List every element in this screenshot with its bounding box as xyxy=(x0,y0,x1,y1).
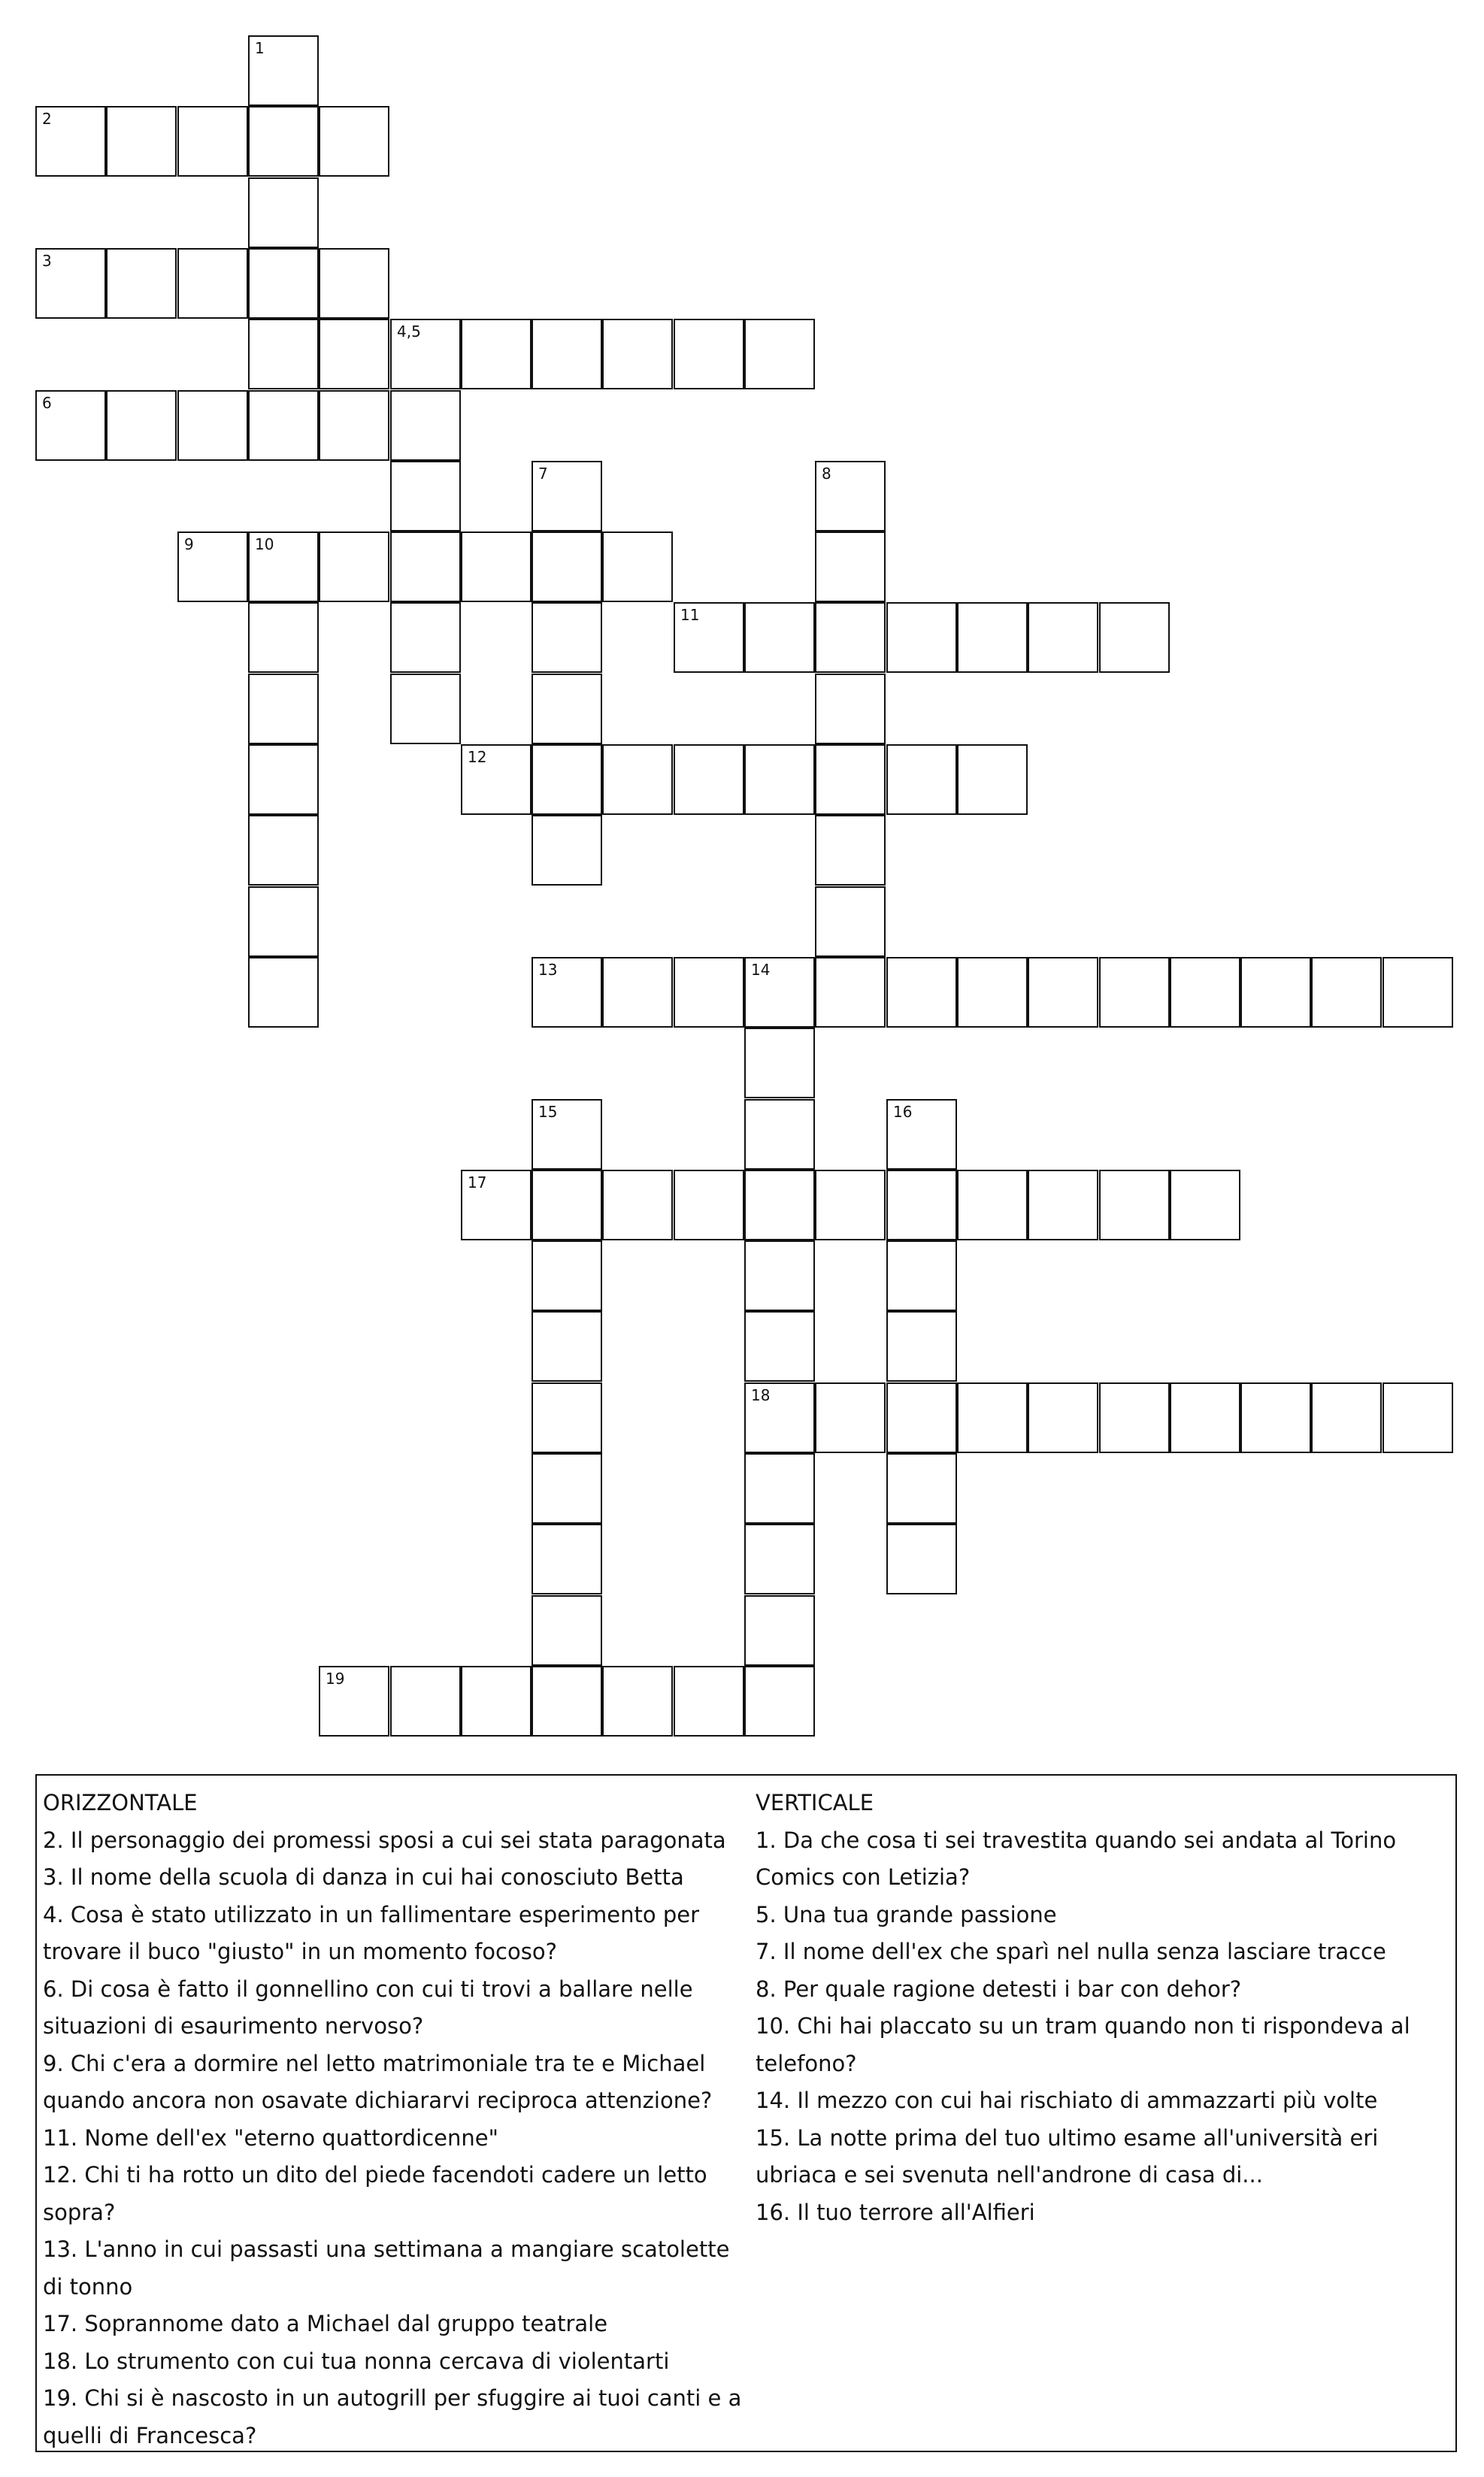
grid-cell[interactable] xyxy=(886,1382,957,1453)
grid-cell[interactable] xyxy=(461,1666,532,1737)
grid-cell[interactable] xyxy=(532,1240,602,1311)
grid-cell[interactable] xyxy=(886,1240,957,1311)
clue-number: 1 xyxy=(255,39,265,57)
grid-cell[interactable] xyxy=(1099,1382,1170,1453)
grid-cell[interactable] xyxy=(390,390,461,461)
grid-cell[interactable] xyxy=(1099,602,1170,673)
grid-cell[interactable] xyxy=(744,1382,815,1453)
grid-cell[interactable] xyxy=(106,106,177,177)
across-clue: 17. Soprannome dato a Michael dal gruppo teatrale xyxy=(43,2311,608,2336)
grid-cell[interactable] xyxy=(744,1099,815,1170)
clue-number: 10 xyxy=(255,535,274,553)
grid-cell[interactable] xyxy=(319,390,389,461)
across-clue: 2. Il personaggio dei promessi sposi a cui sei stata paragonata xyxy=(43,1827,726,1853)
grid-cell[interactable] xyxy=(744,1311,815,1382)
clue-number: 11 xyxy=(680,606,700,624)
clue-number: 8 xyxy=(822,465,831,483)
grid-cell[interactable] xyxy=(319,106,389,177)
grid-cell[interactable] xyxy=(674,319,744,389)
grid-cell[interactable] xyxy=(1311,1382,1382,1453)
grid-cell[interactable] xyxy=(461,319,532,389)
across-clue: 19. Chi si è nascosto in un autogrill per sfuggire ai tuoi canti e a quelli di Francesca? xyxy=(43,2385,742,2448)
grid-cell[interactable] xyxy=(390,674,461,744)
grid-cell[interactable] xyxy=(957,957,1028,1028)
across-clues xyxy=(43,1785,750,2454)
grid-cell[interactable] xyxy=(1028,602,1098,673)
grid-cell[interactable] xyxy=(248,744,319,815)
grid-cell[interactable] xyxy=(744,1524,815,1594)
grid-cell[interactable] xyxy=(532,1382,602,1453)
down-clue: 8. Per quale ragione detesti i bar con dehor? xyxy=(756,1976,1242,2002)
grid-cell[interactable] xyxy=(177,531,248,602)
clues-box xyxy=(35,1774,1457,2452)
grid-cell[interactable] xyxy=(1383,1382,1453,1453)
grid-cell[interactable] xyxy=(815,815,886,886)
grid-cell[interactable] xyxy=(744,319,815,389)
grid-cell[interactable] xyxy=(674,602,744,673)
grid-cell[interactable] xyxy=(815,957,886,1028)
grid-cell[interactable] xyxy=(957,1382,1028,1453)
clue-number: 19 xyxy=(326,1670,345,1688)
grid-cell[interactable] xyxy=(532,531,602,602)
grid-cell[interactable] xyxy=(319,319,389,389)
grid-cell[interactable] xyxy=(532,1453,602,1524)
down-clue: 7. Il nome dell'ex che sparì nel nulla senza lasciare tracce xyxy=(756,1939,1386,1964)
grid-cell[interactable] xyxy=(602,744,673,815)
grid-cell[interactable] xyxy=(886,1524,957,1594)
grid-cell[interactable] xyxy=(886,1453,957,1524)
grid-cell[interactable] xyxy=(532,1170,602,1240)
grid-cell[interactable] xyxy=(248,674,319,744)
grid-cell[interactable] xyxy=(461,744,532,815)
grid-cell[interactable] xyxy=(319,248,389,319)
grid-cell[interactable] xyxy=(248,602,319,673)
grid-cell[interactable] xyxy=(602,1170,673,1240)
down-clues xyxy=(756,1785,1455,2231)
down-clue: 1. Da che cosa ti sei travestita quando sei andata al Torino Comics con Letizia? xyxy=(756,1827,1397,1890)
grid-cell[interactable] xyxy=(815,531,886,602)
grid-cell[interactable] xyxy=(248,531,319,602)
grid-cell[interactable] xyxy=(35,248,106,319)
grid-cell[interactable] xyxy=(744,1453,815,1524)
grid-cell[interactable] xyxy=(248,957,319,1028)
grid-cell[interactable] xyxy=(744,1170,815,1240)
clue-number: 6 xyxy=(42,394,52,412)
grid-cell[interactable] xyxy=(532,957,602,1028)
grid-cell[interactable] xyxy=(815,674,886,744)
grid-cell[interactable] xyxy=(248,815,319,886)
grid-cell[interactable] xyxy=(1170,1170,1240,1240)
grid-cell[interactable] xyxy=(1099,957,1170,1028)
grid-cell[interactable] xyxy=(886,1311,957,1382)
grid-cell[interactable] xyxy=(390,1666,461,1737)
grid-cell[interactable] xyxy=(1028,1170,1098,1240)
grid-cell[interactable] xyxy=(1311,957,1382,1028)
grid-cell[interactable] xyxy=(532,319,602,389)
across-clue: 4. Cosa è stato utilizzato in un fallimentare esperimento per trovare il buco "giusto" in un momento focoso? xyxy=(43,1901,699,1964)
grid-cell[interactable] xyxy=(1240,1382,1311,1453)
grid-cell[interactable] xyxy=(532,674,602,744)
grid-cell[interactable] xyxy=(815,886,886,957)
down-clue: 5. Una tua grande passione xyxy=(756,1901,1057,1927)
down-clue: 15. La notte prima del tuo ultimo esame all'università eri ubriaca e sei svenuta nell'androne di casa di... xyxy=(756,2124,1379,2188)
grid-cell[interactable] xyxy=(532,1524,602,1594)
grid-cell[interactable] xyxy=(815,461,886,531)
across-title: ORIZZONTALE xyxy=(43,1790,198,1815)
across-clue: 13. L'anno in cui passasti una settimana a mangiare scatolette di tonno xyxy=(43,2236,730,2300)
grid-cell[interactable] xyxy=(461,1170,532,1240)
grid-cell[interactable] xyxy=(177,390,248,461)
down-clue: 10. Chi hai placcato su un tram quando non ti rispondeva al telefono? xyxy=(756,2013,1410,2076)
grid-cell[interactable] xyxy=(886,744,957,815)
grid-cell[interactable] xyxy=(248,390,319,461)
grid-cell[interactable] xyxy=(390,319,461,389)
grid-cell[interactable] xyxy=(744,602,815,673)
grid-cell[interactable] xyxy=(674,1666,744,1737)
grid-cell[interactable] xyxy=(106,248,177,319)
grid-cell[interactable] xyxy=(744,1240,815,1311)
across-clue: 6. Di cosa è fatto il gonnellino con cui ti trovi a ballare nelle situazioni di esaurimento nervoso? xyxy=(43,1976,693,2039)
grid-cell[interactable] xyxy=(957,744,1028,815)
grid-cell[interactable] xyxy=(744,1666,815,1737)
grid-cell[interactable] xyxy=(177,106,248,177)
grid-cell[interactable] xyxy=(815,744,886,815)
grid-cell[interactable] xyxy=(744,744,815,815)
across-clue: 11. Nome dell'ex "eterno quattordicenne" xyxy=(43,2124,498,2151)
grid-cell[interactable] xyxy=(1170,1382,1240,1453)
grid-cell[interactable] xyxy=(390,602,461,673)
across-clue: 3. Il nome della scuola di danza in cui hai conosciuto Betta xyxy=(43,1864,684,1890)
grid-cell[interactable] xyxy=(886,602,957,673)
grid-cell[interactable] xyxy=(602,1666,673,1737)
grid-cell[interactable] xyxy=(602,531,673,602)
grid-cell[interactable] xyxy=(815,1382,886,1453)
clue-number: 4,5 xyxy=(397,322,421,341)
down-title: VERTICALE xyxy=(756,1790,874,1815)
grid-cell[interactable] xyxy=(532,815,602,886)
grid-cell[interactable] xyxy=(602,319,673,389)
grid-cell[interactable] xyxy=(461,531,532,602)
clue-number: 17 xyxy=(468,1173,487,1192)
grid-cell[interactable] xyxy=(886,957,957,1028)
down-clue: 16. Il tuo terrore all'Alfieri xyxy=(756,2199,1035,2225)
grid-cell[interactable] xyxy=(1170,957,1240,1028)
grid-cell[interactable] xyxy=(177,248,248,319)
grid-cell[interactable] xyxy=(248,35,319,106)
grid-cell[interactable] xyxy=(532,461,602,531)
grid-cell[interactable] xyxy=(35,106,106,177)
grid-cell[interactable] xyxy=(957,602,1028,673)
grid-cell[interactable] xyxy=(1028,957,1098,1028)
grid-cell[interactable] xyxy=(319,1666,389,1737)
grid-cell[interactable] xyxy=(744,957,815,1028)
clue-number: 2 xyxy=(42,110,52,128)
grid-cell[interactable] xyxy=(886,1170,957,1240)
across-clue: 18. Lo strumento con cui tua nonna cercava di violentarti xyxy=(43,2348,670,2374)
grid-cell[interactable] xyxy=(532,1311,602,1382)
clue-number: 13 xyxy=(538,961,558,979)
clue-number: 3 xyxy=(42,252,52,270)
grid-cell[interactable] xyxy=(248,319,319,389)
grid-cell[interactable] xyxy=(886,1099,957,1170)
clue-number: 18 xyxy=(751,1386,771,1404)
grid-cell[interactable] xyxy=(815,602,886,673)
grid-cell[interactable] xyxy=(1240,957,1311,1028)
grid-cell[interactable] xyxy=(674,1170,744,1240)
grid-cell[interactable] xyxy=(674,957,744,1028)
grid-cell[interactable] xyxy=(106,390,177,461)
across-clue: 12. Chi ti ha rotto un dito del piede facendoti cadere un letto sopra? xyxy=(43,2162,707,2225)
clue-number: 15 xyxy=(538,1103,558,1121)
grid-cell[interactable] xyxy=(744,1595,815,1666)
grid-cell[interactable] xyxy=(532,1666,602,1737)
grid-cell[interactable] xyxy=(744,1028,815,1098)
grid-cell[interactable] xyxy=(674,744,744,815)
grid-cell[interactable] xyxy=(319,531,389,602)
grid-cell[interactable] xyxy=(390,531,461,602)
grid-cell[interactable] xyxy=(248,248,319,319)
grid-cell[interactable] xyxy=(532,1595,602,1666)
grid-cell[interactable] xyxy=(1383,957,1453,1028)
grid-cell[interactable] xyxy=(1099,1170,1170,1240)
clue-number: 9 xyxy=(184,535,194,553)
down-clue: 14. Il mezzo con cui hai rischiato di ammazzarti più volte xyxy=(756,2088,1378,2113)
grid-cell[interactable] xyxy=(957,1170,1028,1240)
grid-cell[interactable] xyxy=(1028,1382,1098,1453)
clue-number: 12 xyxy=(468,748,487,766)
grid-cell[interactable] xyxy=(248,177,319,248)
grid-cell[interactable] xyxy=(532,744,602,815)
clue-number: 7 xyxy=(538,465,548,483)
grid-cell[interactable] xyxy=(532,1099,602,1170)
grid-cell[interactable] xyxy=(248,886,319,957)
grid-cell[interactable] xyxy=(35,390,106,461)
grid-cell[interactable] xyxy=(390,461,461,531)
grid-cell[interactable] xyxy=(532,602,602,673)
clue-number: 14 xyxy=(751,961,771,979)
grid-cell[interactable] xyxy=(602,957,673,1028)
across-clue: 9. Chi c'era a dormire nel letto matrimoniale tra te e Michael quando ancora non osavate dichiararvi reciproca attenzione? xyxy=(43,2050,713,2113)
clue-number: 16 xyxy=(893,1103,913,1121)
grid-cell[interactable] xyxy=(815,1170,886,1240)
grid-cell[interactable] xyxy=(248,106,319,177)
